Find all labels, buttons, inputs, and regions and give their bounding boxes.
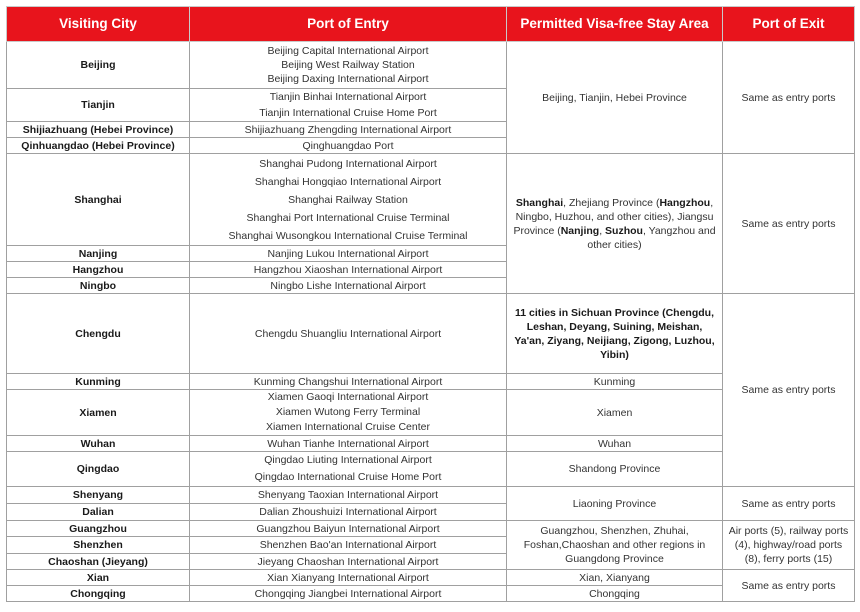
area-chongqing: Chongqing (507, 586, 723, 602)
port-entry: Shijiazhuang Zhengding International Airport (190, 122, 507, 138)
area-chengdu: 11 cities in Sichuan Province (Chengdu, Leshan, Deyang, Suining, Meishan, Ya'an, Ziyang, Neijiang, Zigong, Luzhou, Yibin) (507, 294, 723, 374)
area-xiamen: Xiamen (507, 390, 723, 436)
city-shenzhen: Shenzhen (7, 537, 190, 554)
area-shanghai-group (507, 154, 723, 294)
port-entry: Beijing West Railway Station (281, 59, 415, 71)
table-row (7, 570, 855, 586)
area-liaoning: Liaoning Province (507, 487, 723, 521)
area-qingdao: Shandong Province (507, 452, 723, 487)
port-entry: Shanghai Port International Cruise Terminal (246, 211, 450, 224)
city-guangzhou: Guangzhou (7, 521, 190, 537)
port-entry: Nanjing Lukou International Airport (190, 246, 507, 262)
area-text-bold: Suzhou (605, 224, 643, 237)
area-kunming: Kunming (507, 374, 723, 390)
port-entry: Shenzhen Bao'an International Airport (190, 537, 507, 554)
city-wuhan: Wuhan (7, 436, 190, 452)
port-entry: Beijing Capital International Airport (267, 45, 429, 57)
city-tianjin: Tianjin (7, 89, 190, 122)
header-stay-area: Permitted Visa-free Stay Area (507, 7, 723, 42)
exit-guangdong: Air ports (5), railway ports (4), highway/road ports (8), ferry ports (15) (723, 521, 855, 570)
city-beijing: Beijing (7, 42, 190, 89)
city-shenyang: Shenyang (7, 487, 190, 504)
city-xian: Xian (7, 570, 190, 586)
port-entry: Hangzhou Xiaoshan International Airport (190, 262, 507, 278)
area-text-bold: Nanjing (560, 224, 600, 237)
port-entry: Shanghai Wusongkou International Cruise Terminal (228, 229, 468, 242)
city-qingdao: Qingdao (7, 452, 190, 487)
port-entry: Guangzhou Baiyun International Airport (190, 521, 507, 537)
table-row (7, 521, 855, 537)
city-nanjing: Nanjing (7, 246, 190, 262)
visa-free-table (6, 6, 855, 602)
port-entry: Xiamen Wutong Ferry Terminal (275, 406, 421, 418)
area-beijing-group: Beijing, Tianjin, Hebei Province (507, 42, 723, 154)
table-row (7, 42, 855, 89)
port-entry: Qinghuangdao Port (190, 138, 507, 154)
area-wuhan: Wuhan (507, 436, 723, 452)
ports-beijing (190, 42, 507, 89)
area-text: , Ningbo, Huzhou, and other cities), Jiangsu Province ( (513, 196, 714, 237)
exit-shanghai-group: Same as entry ports (723, 154, 855, 294)
area-guangdong: Guangzhou, Shenzhen, Zhuhai, Foshan,Chaoshan and other regions in Guangdong Province (507, 521, 723, 570)
ports-xiamen (190, 390, 507, 436)
ports-tianjin (190, 89, 507, 122)
area-text-bold: Hangzhou (659, 196, 711, 209)
header-visiting-city: Visiting City (7, 7, 190, 42)
city-hangzhou: Hangzhou (7, 262, 190, 278)
port-entry: Kunming Changshui International Airport (190, 374, 507, 390)
exit-liaoning: Same as entry ports (723, 487, 855, 521)
port-entry: Shanghai Railway Station (288, 193, 408, 206)
port-entry: Beijing Daxing International Airport (267, 73, 429, 85)
ports-qingdao (190, 452, 507, 487)
city-xiamen: Xiamen (7, 390, 190, 436)
table-row (7, 294, 855, 374)
port-entry: Tianjin International Cruise Home Port (259, 107, 437, 119)
city-dalian: Dalian (7, 504, 190, 521)
area-text-bold: Shanghai (515, 196, 564, 209)
city-shanghai: Shanghai (7, 154, 190, 246)
port-entry: Qingdao International Cruise Home Port (254, 471, 442, 483)
area-text: , (599, 224, 606, 237)
port-entry: Qingdao Liuting International Airport (264, 454, 432, 466)
exit-chengdu-group: Same as entry ports (723, 294, 855, 487)
header-row (7, 7, 855, 42)
city-shijiazhuang: Shijiazhuang (Hebei Province) (7, 122, 190, 138)
port-entry: Tianjin Binhai International Airport (269, 91, 427, 103)
port-entry: Jieyang Chaoshan International Airport (190, 554, 507, 570)
port-entry: Xian Xianyang International Airport (190, 570, 507, 586)
exit-beijing-group: Same as entry ports (723, 42, 855, 154)
area-xian: Xian, Xianyang (507, 570, 723, 586)
ports-shanghai (190, 154, 507, 246)
city-chaoshan: Chaoshan (Jieyang) (7, 554, 190, 570)
port-entry: Dalian Zhoushuizi International Airport (190, 504, 507, 521)
port-entry: Chongqing Jiangbei International Airport (190, 586, 507, 602)
port-entry: Chengdu Shuangliu International Airport (190, 294, 507, 374)
port-entry: Xiamen International Cruise Center (265, 421, 430, 433)
port-entry: Ningbo Lishe International Airport (190, 278, 507, 294)
port-entry: Shanghai Hongqiao International Airport (254, 175, 442, 188)
city-qinhuangdao: Qinhuangdao (Hebei Province) (7, 138, 190, 154)
header-port-of-entry: Port of Entry (190, 7, 507, 42)
port-entry: Shanghai Pudong International Airport (259, 157, 437, 170)
city-chengdu: Chengdu (7, 294, 190, 374)
table-row (7, 154, 855, 246)
city-kunming: Kunming (7, 374, 190, 390)
port-entry: Shenyang Taoxian International Airport (190, 487, 507, 504)
exit-xian-group: Same as entry ports (723, 570, 855, 602)
area-text: , Yangzhou and other cities) (587, 224, 716, 251)
port-entry: Xiamen Gaoqi International Airport (267, 391, 429, 403)
area-text: , Zhejiang Province ( (563, 196, 660, 209)
city-ningbo: Ningbo (7, 278, 190, 294)
city-chongqing: Chongqing (7, 586, 190, 602)
header-port-of-exit: Port of Exit (723, 7, 855, 42)
table-row (7, 487, 855, 504)
port-entry: Wuhan Tianhe International Airport (190, 436, 507, 452)
